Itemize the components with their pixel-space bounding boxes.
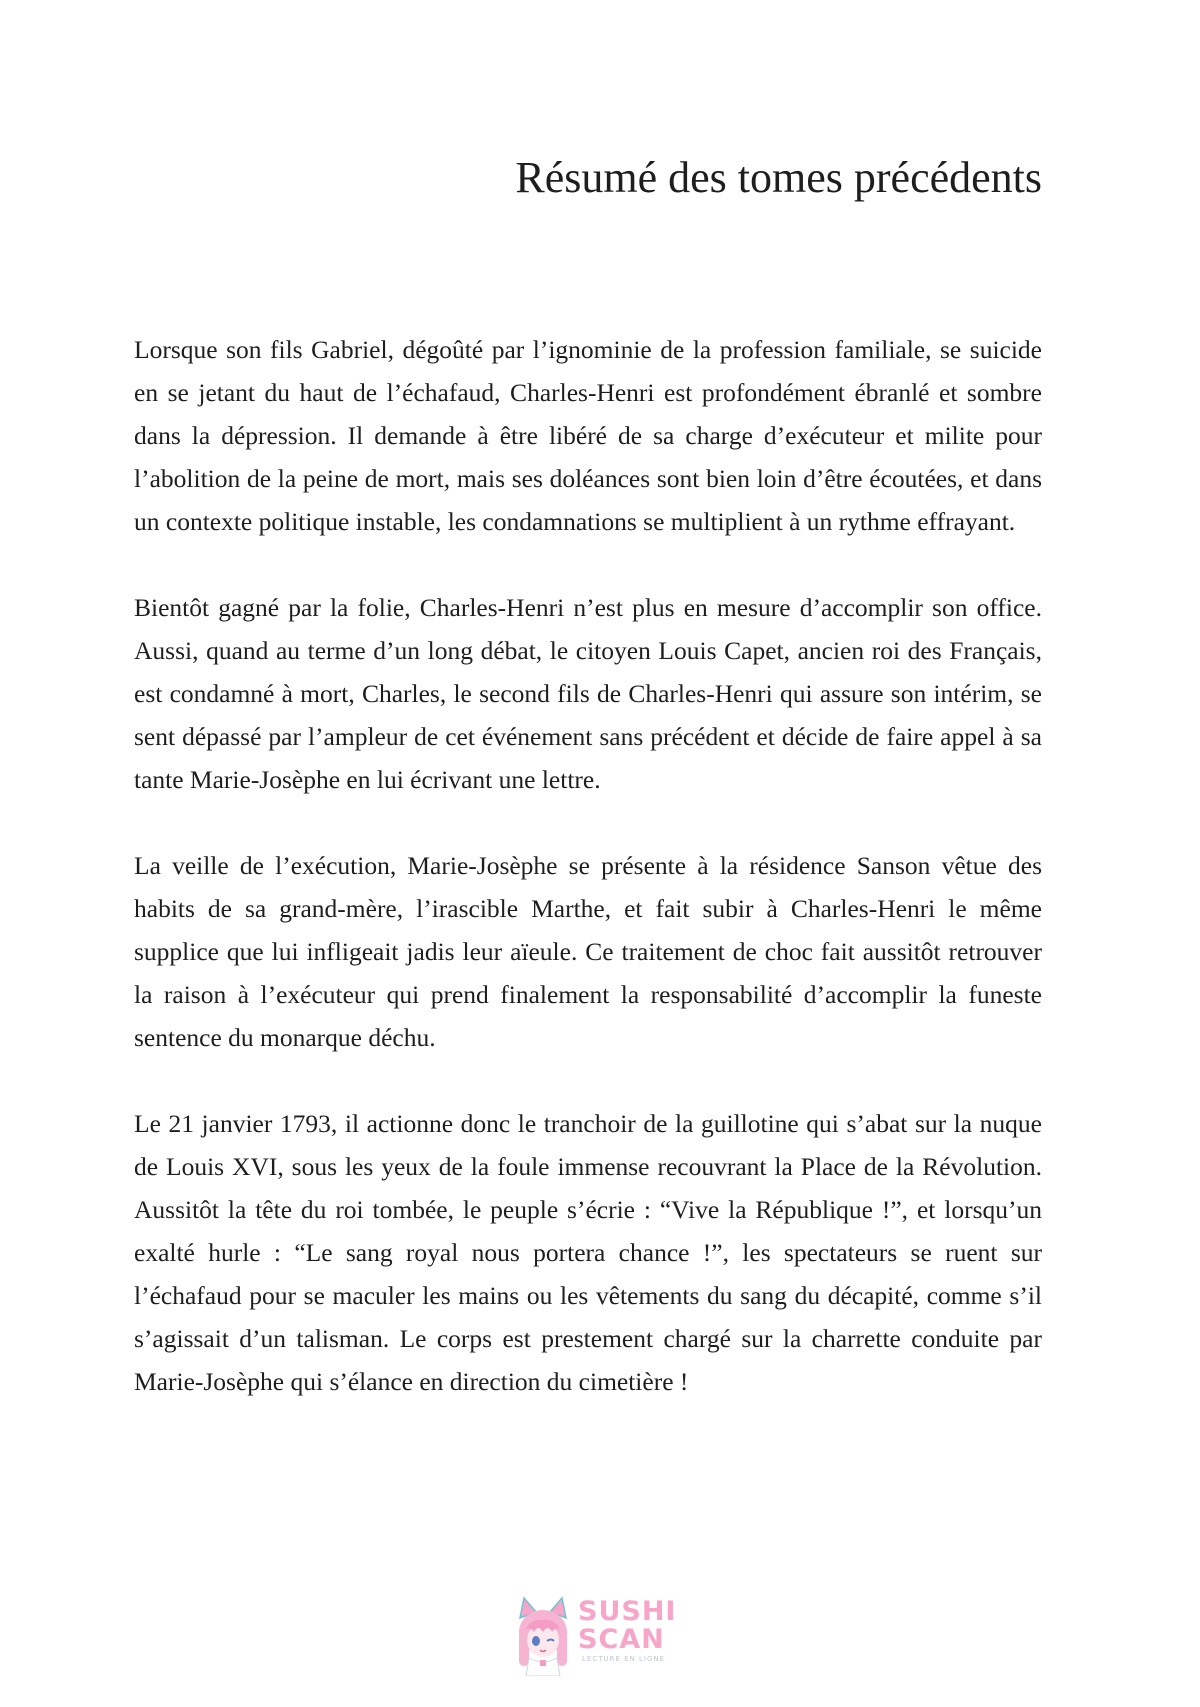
anime-cat-girl-mascot-icon — [512, 1596, 574, 1676]
summary-paragraph-3: La veille de l’exécution, Marie-Josèphe se présente à la résidence Sanson vêtue des habits de sa grand-mère, l’irascible Marthe, et fait subir à Charles-Henri le même supplice que lui infligeait jadis leur aïeule. Ce traitement de choc fait aussitôt retrouver la raison à l’exécuteur qui prend finalement la responsabilité d’accomplir la funeste sentence du monarque déchu. — [134, 851, 1042, 1052]
sushi-scan-watermark — [512, 1596, 692, 1676]
watermark-line-1: SUSHI — [578, 1596, 677, 1627]
watermark-tagline: LECTURE EN LIGNE — [582, 1655, 666, 1663]
summary-paragraph-1: Lorsque son fils Gabriel, dégoûté par l’ignominie de la profession familiale, se suicide en se jetant du haut de l’échafaud, Charles-Henri est profondément ébranlé et sombre dans la dépression. Il demande à être libéré de sa charge d’exécuteur et milite pour l’abolition de la peine de mort, mais ses doléances sont bien loin d’être écoutées, et dans un contexte politique instable, les condamnations se multiplient à un rythme effrayant. — [134, 335, 1042, 536]
summary-body — [134, 328, 1042, 1446]
summary-paragraph-4: Le 21 janvier 1793, il actionne donc le tranchoir de la guillotine qui s’abat sur la nuque de Louis XVI, sous les yeux de la foule immense recouvrant la Place de la Révolution. Aussitôt la tête du roi tombée, le peuple s’écrie : “Vive la République !”, et lorsqu’un exalté hurle : “Le sang royal nous portera chance !”, les spectateurs se ruent sur l’échafaud pour se maculer les mains ou les vêtements du sang du décapité, comme s’il s’agissait d’un talisman. Le corps est prestement chargé sur la charrette conduite par Marie-Josèphe qui s’élance en direction du cimetière ! — [134, 1109, 1042, 1396]
page-title: Résumé des tomes précédents — [515, 153, 1042, 202]
watermark-line-2: SCAN — [578, 1624, 665, 1655]
summary-paragraph-2: Bientôt gagné par la folie, Charles-Henri n’est plus en mesure d’accomplir son office. Aussi, quand au terme d’un long débat, le citoyen Louis Capet, ancien roi des Français, est condamné à mort, Charles, le second fils de Charles-Henri qui assure son intérim, se sent dépassé par l’ampleur de cet événement sans précédent et décide de faire appel à sa tante Marie-Josèphe en lui écrivant une lettre. — [134, 593, 1042, 794]
watermark-wordmark — [578, 1598, 676, 1664]
